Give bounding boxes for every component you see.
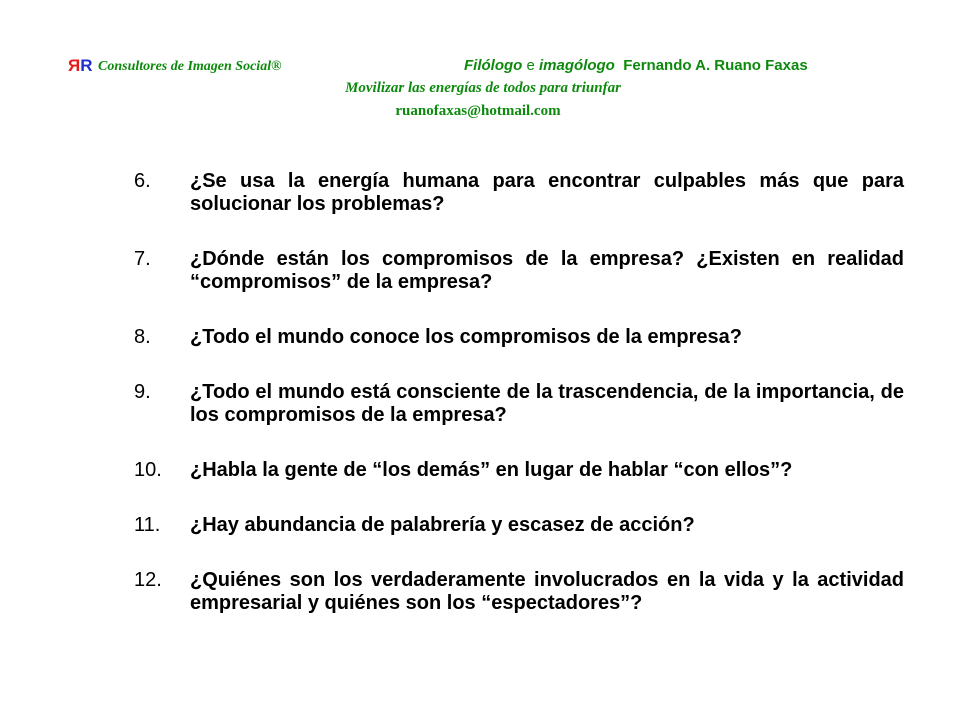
question-text: ¿Hay abundancia de palabrería y escasez de acción? xyxy=(190,514,695,536)
question-text: ¿Quiénes son los verdaderamente involucrados en la vida y la actividad empresarial y quiénes son los “espectadores”? xyxy=(190,569,904,614)
question-number: 6. xyxy=(134,170,151,192)
email-text: ruanofaxas@hotmail.com xyxy=(395,103,561,119)
question-number: 12. xyxy=(134,569,162,591)
question-item xyxy=(134,569,904,615)
question-number: 7. xyxy=(134,248,151,270)
company-logo xyxy=(68,56,93,76)
question-item xyxy=(134,514,904,537)
question-list xyxy=(134,170,904,615)
company-name: Consultores de Imagen Social® xyxy=(98,59,282,74)
question-text: ¿Dónde están los compromisos de la empresa? ¿Existen en realidad “compromisos” de la empresa? xyxy=(190,248,904,293)
question-number: 8. xyxy=(134,326,151,348)
author-line xyxy=(464,56,808,76)
question-number: 9. xyxy=(134,381,151,403)
logo-r: R xyxy=(80,56,93,75)
question-item xyxy=(134,459,904,482)
logo-mirrored-r: Я xyxy=(68,56,81,75)
motto xyxy=(0,79,960,97)
motto-text: Movilizar las energías de todos para triunfar xyxy=(345,80,621,96)
author-title-2: imagólogo xyxy=(539,57,615,74)
question-number: 11. xyxy=(134,514,161,536)
question-item xyxy=(134,170,904,216)
question-text: ¿Habla la gente de “los demás” en lugar de hablar “con ellos”? xyxy=(190,459,793,481)
question-text: ¿Todo el mundo conoce los compromisos de la empresa? xyxy=(190,326,742,348)
author-title-1: Filólogo xyxy=(464,57,523,74)
question-item xyxy=(134,326,904,349)
question-text: ¿Se usa la energía humana para encontrar culpables más que para solucionar los problemas? xyxy=(190,170,904,215)
question-number: 10. xyxy=(134,459,162,481)
question-item xyxy=(134,248,904,294)
question-item xyxy=(134,381,904,427)
author-title-conjunction: e xyxy=(526,57,535,74)
question-text: ¿Todo el mundo está consciente de la trascendencia, de la importancia, de los compromisos de la empresa? xyxy=(190,381,904,426)
author-name: Fernando A. Ruano Faxas xyxy=(623,57,808,74)
header xyxy=(68,56,908,78)
contact-email xyxy=(0,102,960,120)
